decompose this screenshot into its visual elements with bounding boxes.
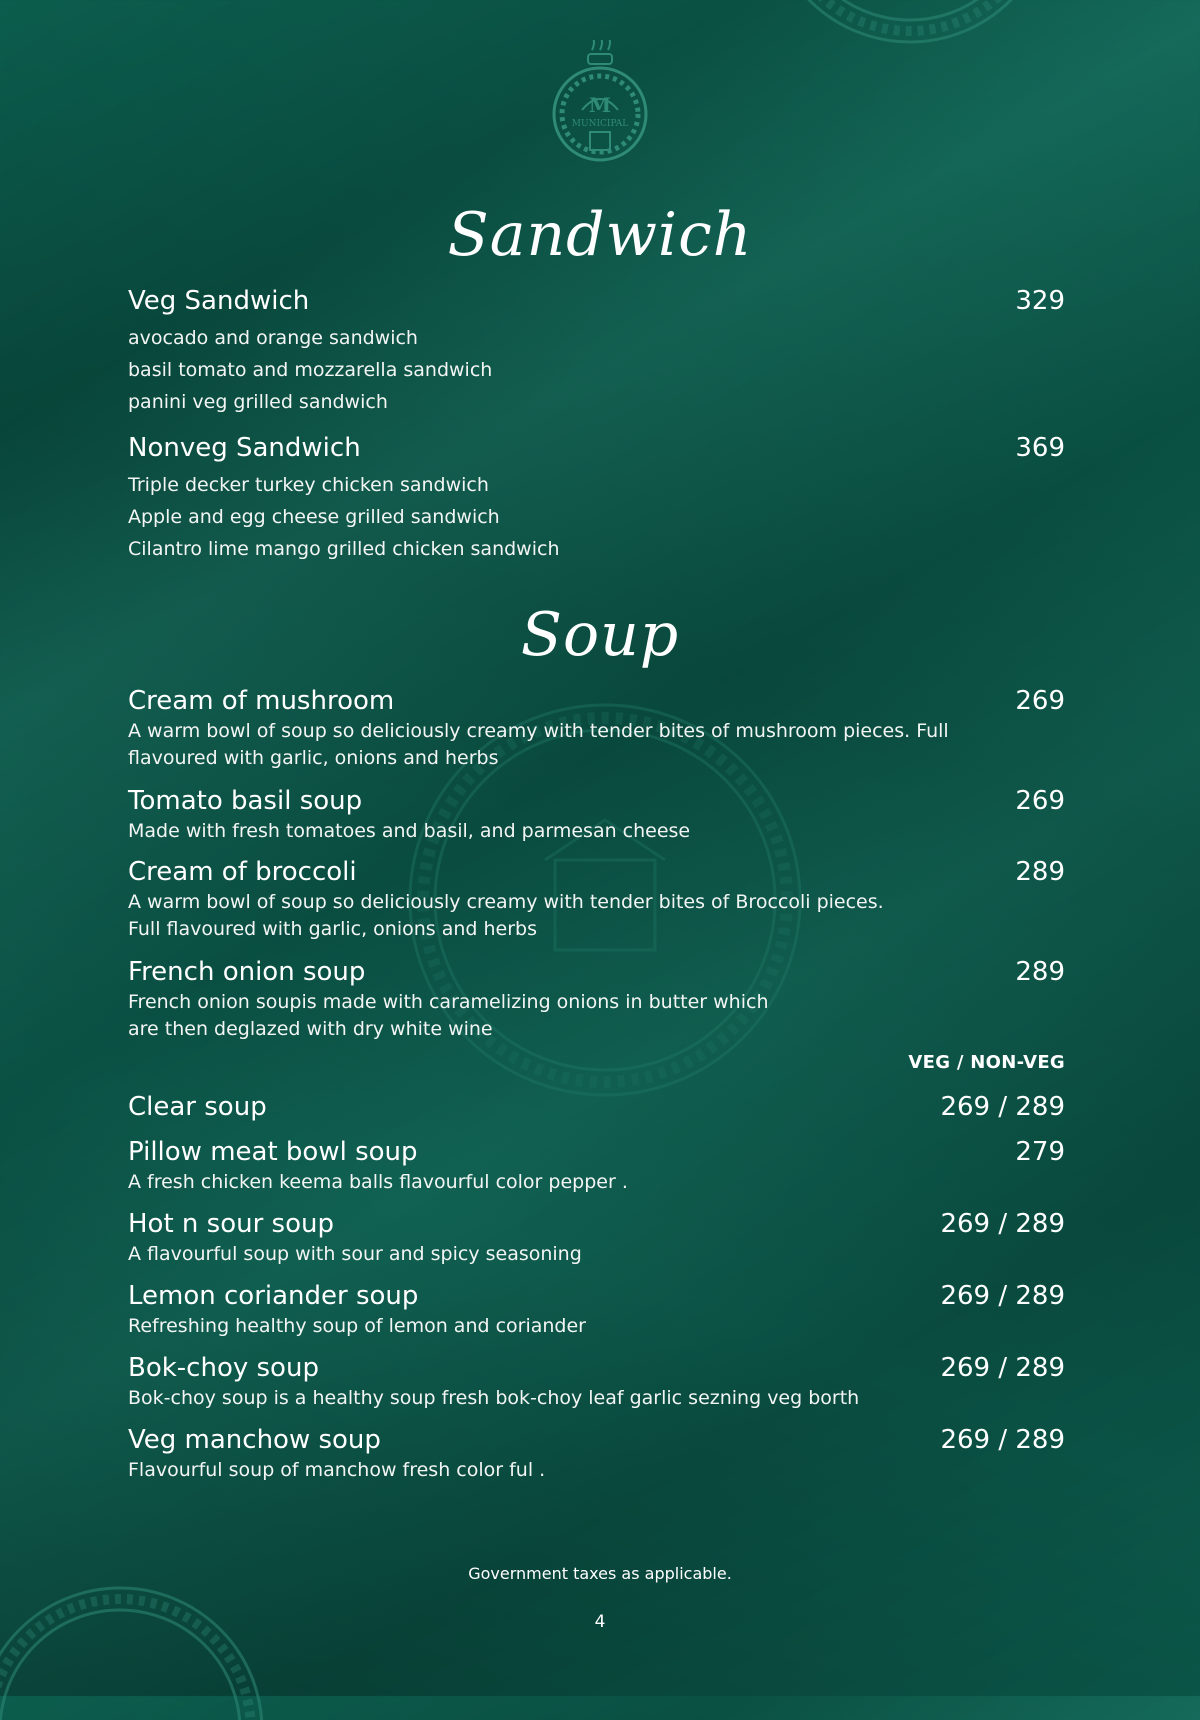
item-price: 289 [1015,857,1065,887]
item-description: Triple decker turkey chicken sandwich Apple and egg cheese grilled sandwich Cilantro lime mango grilled chicken sandwich [128,474,560,560]
item-price: 269 [1015,686,1065,716]
menu-item-lemon-coriander-soup [128,1281,1065,1343]
menu-item-pillow-meat-bowl-soup [128,1137,1065,1199]
item-description: A warm bowl of soup so deliciously creamy with tender bites of Broccoli pieces. Full flavoured with garlic, onions and herbs [128,891,884,940]
item-name: Tomato basil soup [128,786,363,816]
item-description: A warm bowl of soup so deliciously creamy with tender bites of mushroom pieces. Full flavoured with garlic, onions and herbs [128,720,949,769]
menu-item-french-onion-soup [128,957,1065,1047]
greek-key-ring-top-right-icon [750,0,1070,140]
item-description: Bok-choy soup is a healthy soup fresh bok-choy leaf garlic sezning veg borth [128,1387,860,1409]
item-description: avocado and orange sandwich basil tomato and mozzarella sandwich panini veg grilled sandwich [128,327,493,413]
item-price: 369 [1015,433,1065,463]
item-price: 269 [1015,786,1065,816]
item-name: Pillow meat bowl soup [128,1137,418,1167]
item-price: 269 / 289 [940,1425,1065,1455]
soup-section-title: Soup [520,600,680,670]
item-name: Lemon coriander soup [128,1281,419,1311]
menu-item-cream-of-broccoli [128,857,1065,947]
svg-text:MUNICIPAL: MUNICIPAL [571,119,629,129]
item-name: Cream of mushroom [128,686,395,716]
menu-item-veg-manchow-soup [128,1425,1065,1487]
item-name: Hot n sour soup [128,1209,334,1239]
menu-item-nonveg-sandwich [128,433,1065,563]
item-name: French onion soup [128,957,366,987]
tax-note: Government taxes as applicable. [468,1564,732,1583]
item-name: Cream of broccoli [128,857,357,887]
veg-nonveg-column-header: VEG / NON-VEG [908,1052,1065,1073]
item-description: Refreshing healthy soup of lemon and coriander [128,1315,586,1337]
menu-item-hot-n-sour-soup [128,1209,1065,1271]
menu-item-bok-choy-soup [128,1353,1065,1415]
item-description: Flavourful soup of manchow fresh color ful . [128,1459,546,1481]
item-name: Nonveg Sandwich [128,433,361,463]
municipal-logo [552,40,648,170]
item-price: 279 [1015,1137,1065,1167]
menu-item-veg-sandwich [128,286,1065,416]
menu-item-cream-of-mushroom [128,686,1065,776]
item-description: A fresh chicken keema balls flavourful color pepper . [128,1171,628,1193]
item-name: Veg Sandwich [128,286,310,316]
item-description: French onion soupis made with caramelizing onions in butter which are then deglazed with dry white wine [128,991,769,1040]
page-number: 4 [594,1612,606,1632]
greek-key-ring-bottom-left-icon [0,1560,280,1720]
item-price: 269 / 289 [940,1092,1065,1122]
item-name: Clear soup [128,1092,267,1122]
item-description: A flavourful soup with sour and spicy seasoning [128,1243,582,1265]
item-name: Bok-choy soup [128,1353,319,1383]
item-price: 269 / 289 [940,1209,1065,1239]
item-price: 269 / 289 [940,1281,1065,1311]
sandwich-section-title: Sandwich [447,200,753,270]
svg-text:M: M [588,93,612,117]
item-price: 269 / 289 [940,1353,1065,1383]
menu-item-clear-soup [128,1092,1065,1126]
menu-item-tomato-basil-soup [128,786,1065,846]
item-price: 289 [1015,957,1065,987]
item-price: 329 [1015,286,1065,316]
item-description: Made with fresh tomatoes and basil, and parmesan cheese [128,820,691,842]
item-name: Veg manchow soup [128,1425,381,1455]
